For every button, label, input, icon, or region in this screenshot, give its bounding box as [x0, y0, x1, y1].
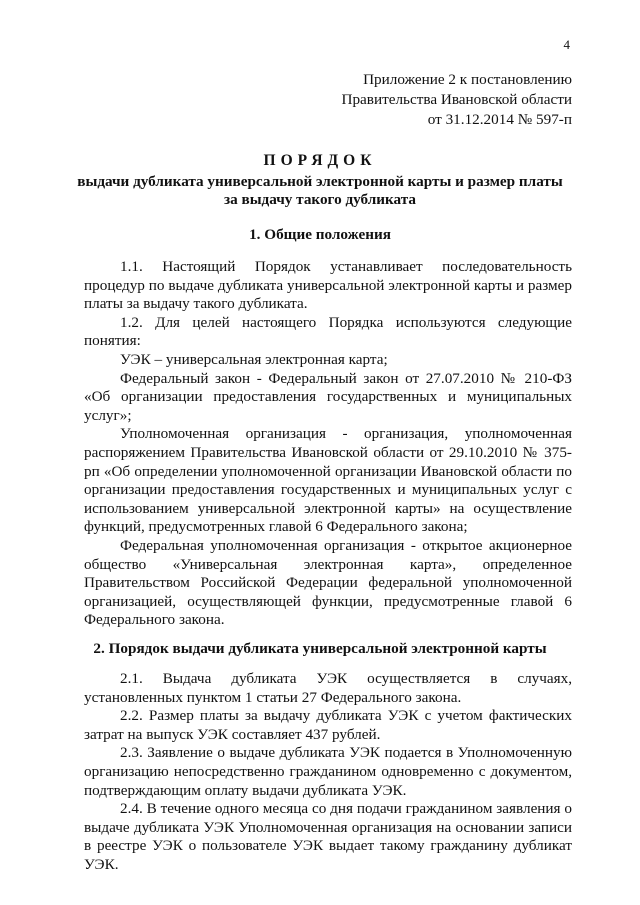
document-title: [60, 152, 580, 210]
paragraph: УЭК – универсальная электронная карта;: [120, 350, 388, 368]
appendix-reference: [342, 70, 573, 130]
paragraph: 1.1. Настоящий Порядок устанавливает последовательность процедур по выдаче дубликата универсальной электронной карты и размер платы за выдачу такого дубликата.: [84, 258, 572, 313]
page-number: 4: [563, 37, 570, 52]
paragraph: 1.2. Для целей настоящего Порядка используются следующие понятия:: [84, 313, 572, 350]
section-2-body: [84, 670, 572, 875]
appendix-line: от 31.12.2014 № 597-п: [427, 111, 572, 128]
title-main: ПОРЯДОК: [263, 152, 377, 169]
paragraph: 2.1. Выдача дубликата УЭК осуществляется в случаях, установленных пунктом 1 статьи 27 Федерального закона.: [84, 670, 572, 706]
paragraph: Уполномоченная организация - организация, уполномоченная распоряжением Правительства Ивановской области от 29.10.2010 № 375-рп «Об определении уполномоченной организации Ивановской области по организации предоставления государственных и муниципальных услуг с использованием универсальной электронной карты» на осуществление функций, предусмотренных главой 6 Федерального закона;: [84, 425, 572, 536]
section-1-body: [84, 258, 572, 630]
section-heading: 2. Порядок выдачи дубликата универсальной электронной карты: [93, 640, 547, 657]
section-heading: 1. Общие положения: [249, 226, 391, 243]
paragraph: 2.3. Заявление о выдаче дубликата УЭК подается в Уполномоченную организацию непосредственно гражданином одновременно с документом, подтверждающим оплату выдачи дубликата УЭК.: [84, 744, 572, 799]
paragraph: 2.4. В течение одного месяца со дня подачи гражданином заявления о выдаче дубликата УЭК Уполномоченная организация на основании записи в реестре УЭК о пользователе УЭК выдает такому гражданину дубликат УЭК.: [84, 800, 572, 873]
paragraph: Федеральный закон - Федеральный закон от 27.07.2010 № 210-ФЗ «Об организации предоставления государственных и муниципальных услуг»;: [84, 369, 572, 424]
title-line: за выдачу такого дубликата: [224, 191, 416, 209]
paragraph: 2.2. Размер платы за выдачу дубликата УЭК с учетом фактических затрат на выпуск УЭК составляет 437 рублей.: [84, 707, 572, 743]
appendix-line: Приложение 2 к постановлению: [363, 71, 572, 88]
appendix-line: Правительства Ивановской области: [341, 91, 572, 108]
title-line: выдачи дубликата универсальной электронной карты и размер платы: [77, 172, 563, 190]
paragraph: Федеральная уполномоченная организация - открытое акционерное общество «Универсальная электронная карта», определенное Правительством Российской Федерации федеральной уполномоченной организацией, осуществляющей функции, предусмотренные главой 6 Федерального закона.: [84, 536, 572, 629]
